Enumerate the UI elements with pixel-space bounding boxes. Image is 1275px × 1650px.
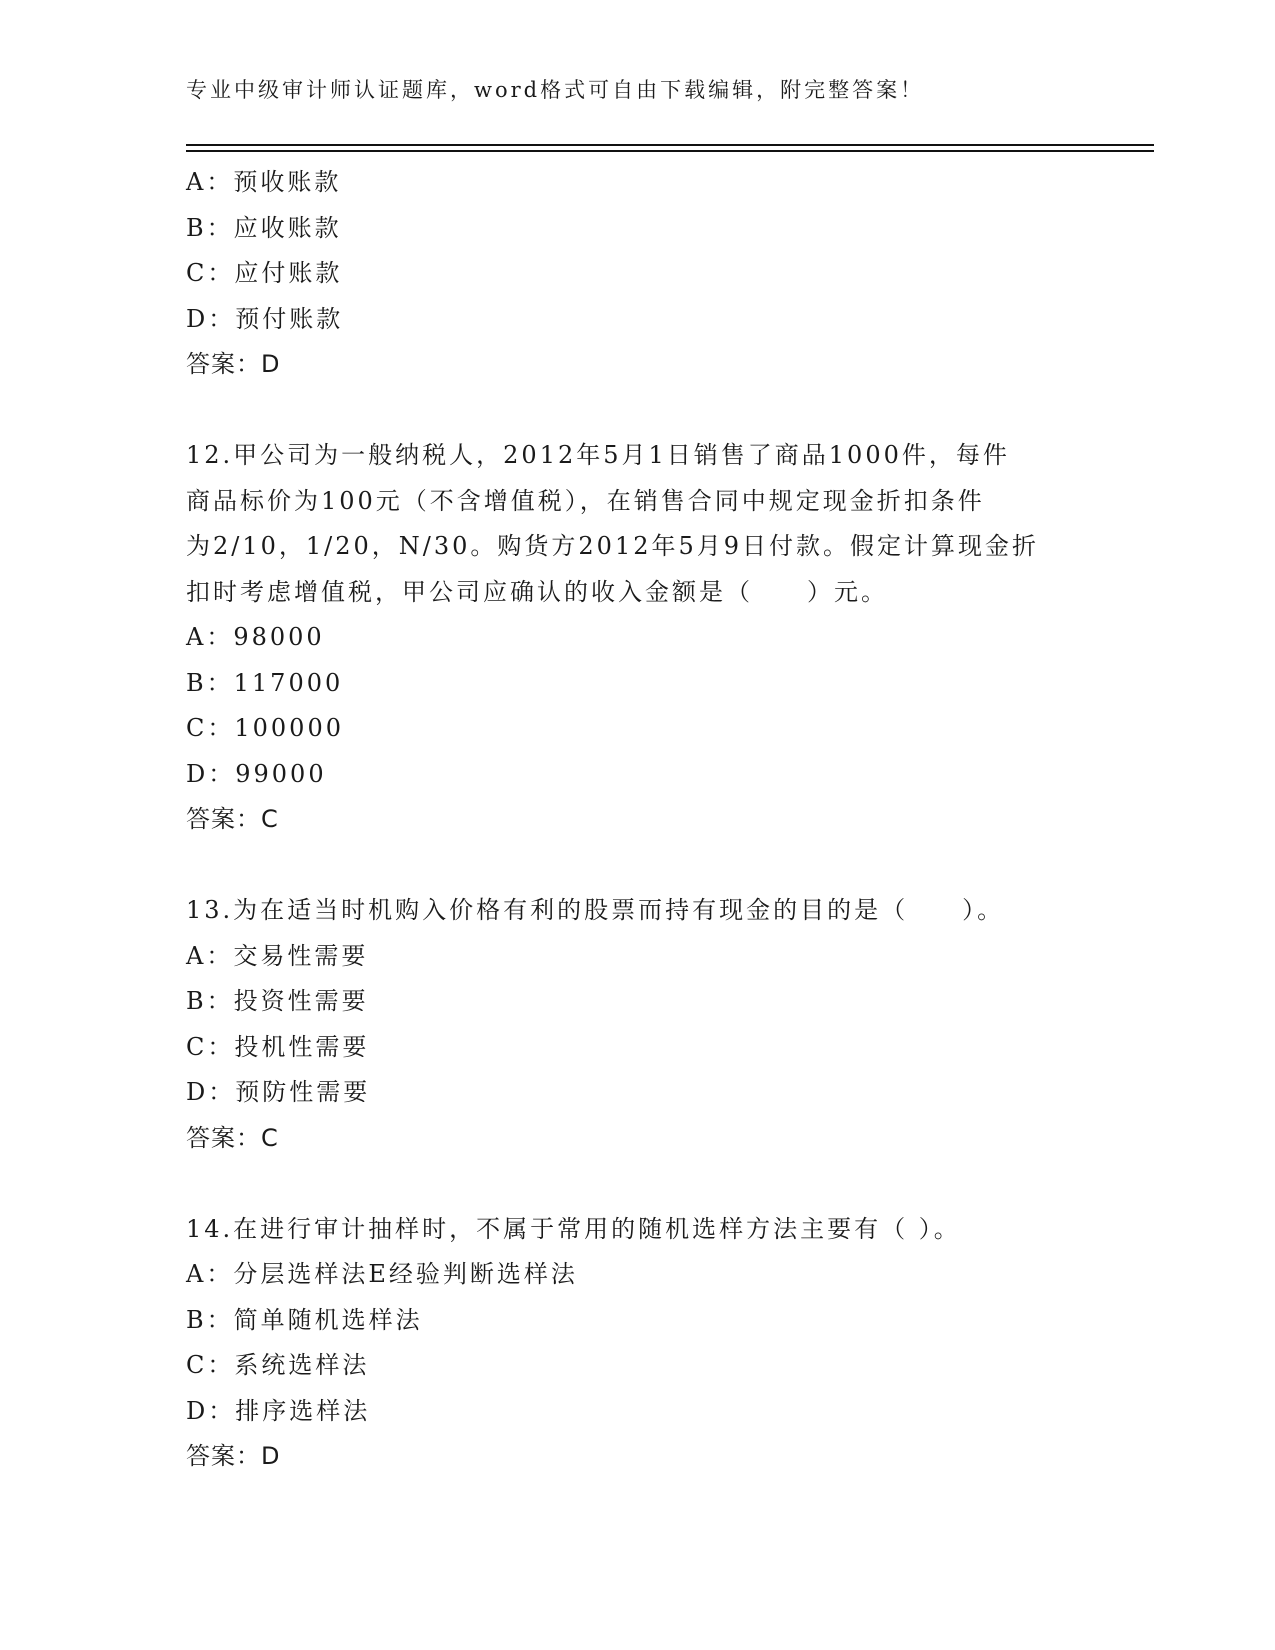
question-text-line: 为2/10，1/20，N/30。购货方2012年5月9日付款。假定计算现金折	[186, 532, 1040, 560]
question-text-line: 商品标价为100元（不含增值税），在销售合同中规定现金折扣条件	[186, 486, 985, 515]
option-c: C：100000	[186, 714, 344, 742]
option-a: A：98000	[186, 623, 325, 651]
question-text-line: 13.为在适当时机购入价格有利的股票而持有现金的目的是（ ）。	[186, 896, 1005, 924]
option-c: C：应付账款	[186, 259, 343, 287]
question-content	[186, 160, 1086, 1480]
question-text-line: 14.在进行审计抽样时，不属于常用的随机选样方法主要有（ ）。	[186, 1214, 961, 1243]
option-b: B：简单随机选样法	[186, 1305, 423, 1334]
header-rule-bottom	[186, 150, 1154, 152]
option-d: D：排序选样法	[186, 1396, 371, 1425]
question-block-13	[186, 888, 1086, 1161]
option-b: B：117000	[186, 668, 344, 697]
option-a: A：预收账款	[186, 168, 342, 196]
option-a: A：分层选样法E经验判断选样法	[186, 1260, 578, 1288]
option-c: C：投机性需要	[186, 1032, 370, 1061]
answer: 答案：C	[186, 805, 279, 833]
question-text-line: 12.甲公司为一般纳税人，2012年5月1日销售了商品1000件，每件	[186, 441, 1010, 469]
answer: 答案：D	[186, 350, 281, 378]
option-d: D：99000	[186, 759, 327, 788]
header-rule-top	[186, 144, 1154, 146]
question-block-11	[186, 160, 1086, 388]
option-d: D：预付账款	[186, 304, 344, 333]
question-text-line: 扣时考虑增值税，甲公司应确认的收入金额是（ ）元。	[186, 577, 888, 606]
answer: 答案：D	[186, 1442, 281, 1470]
option-a: A：交易性需要	[186, 941, 369, 970]
question-block-14	[186, 1207, 1086, 1480]
question-block-12	[186, 433, 1086, 843]
option-c: C：系统选样法	[186, 1351, 370, 1379]
option-d: D：预防性需要	[186, 1078, 371, 1106]
option-b: B：应收账款	[186, 213, 342, 242]
option-b: B：投资性需要	[186, 987, 369, 1015]
answer: 答案：C	[186, 1123, 279, 1152]
page-header: 专业中级审计师认证题库，word格式可自由下载编辑，附完整答案！	[186, 78, 925, 102]
